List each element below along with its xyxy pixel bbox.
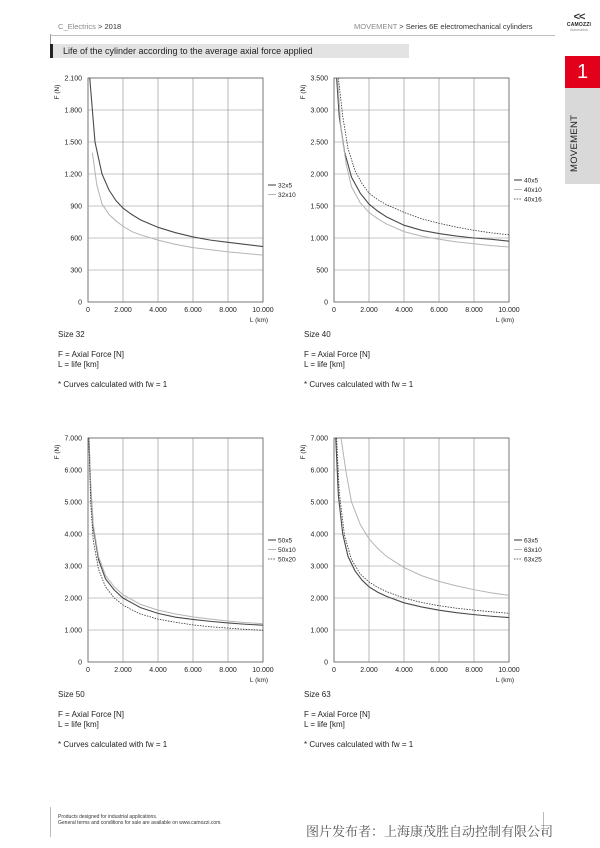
x-tick-label: 0	[332, 667, 336, 674]
x-tick-label: 4.000	[395, 307, 413, 314]
x-tick-label: 2.000	[360, 667, 378, 674]
chart-svg	[296, 430, 556, 684]
x-tick-label: 6.000	[430, 667, 448, 674]
x-tick-label: 0	[332, 307, 336, 314]
footer-line-2: General terms and conditions for sale are available on www.camozzi.com.	[58, 820, 222, 826]
caption-force-def: F = Axial Force [N]	[58, 710, 125, 719]
x-axis-label: L (km)	[249, 677, 269, 684]
x-axis-label: L (km)	[249, 317, 269, 324]
section-name: MOVEMENT	[354, 22, 398, 31]
x-axis-label: L (km)	[495, 677, 515, 684]
y-tick-label: 4.000	[310, 531, 328, 539]
y-tick-label: 0	[78, 659, 82, 667]
chart-svg	[50, 430, 310, 684]
caption-size-32	[58, 330, 167, 390]
y-tick-label: 7.000	[310, 435, 328, 443]
caption-size: Size 63	[304, 690, 331, 699]
breadcrumb-separator: >	[98, 22, 103, 31]
y-tick-label: 3.000	[310, 563, 328, 571]
y-axis-label: F (N)	[54, 444, 61, 460]
y-tick-label: 0	[78, 299, 82, 307]
y-tick-label: 0	[324, 659, 328, 667]
x-tick-label: 6.000	[184, 307, 202, 314]
x-tick-label: 0	[86, 667, 90, 674]
y-tick-label: 6.000	[64, 467, 82, 475]
legend-label: 40x5	[524, 177, 539, 185]
y-tick-label: 900	[70, 203, 82, 211]
y-tick-label: 3.000	[310, 107, 328, 115]
legend-label: 32x5	[278, 182, 293, 190]
legend-label: 50x20	[278, 556, 296, 564]
x-tick-label: 4.000	[395, 667, 413, 674]
x-tick-label: 6.000	[430, 307, 448, 314]
legend-label: 50x5	[278, 537, 293, 545]
caption-size-50	[58, 690, 167, 750]
y-axis-label: F (N)	[300, 444, 307, 460]
series-separator: >	[399, 22, 404, 31]
plot-frame	[88, 438, 263, 662]
y-axis-label: F (N)	[300, 84, 307, 100]
y-tick-label: 3.000	[64, 563, 82, 571]
x-tick-label: 4.000	[149, 307, 167, 314]
catalog-breadcrumb	[58, 22, 121, 31]
y-tick-label: 2.000	[64, 595, 82, 603]
y-tick-label: 2.000	[310, 171, 328, 179]
x-tick-label: 4.000	[149, 667, 167, 674]
plot-frame	[88, 78, 263, 302]
chart-size-63	[296, 430, 556, 684]
y-tick-label: 4.000	[64, 531, 82, 539]
logo-tagline: Automation	[570, 28, 588, 32]
caption-size: Size 32	[58, 330, 85, 339]
side-tab-number: 1	[565, 56, 600, 88]
y-tick-label: 1.000	[310, 235, 328, 243]
caption-size: Size 40	[304, 330, 331, 339]
y-tick-label: 2.000	[310, 595, 328, 603]
x-tick-label: 2.000	[114, 667, 132, 674]
caption-force-def: F = Axial Force [N]	[304, 350, 371, 359]
caption-note: * Curves calculated with fw = 1	[304, 380, 414, 389]
caption-size-40	[304, 330, 413, 390]
footer-divider	[50, 807, 51, 837]
caption-force-def: F = Axial Force [N]	[58, 350, 125, 359]
y-tick-label: 5.000	[310, 499, 328, 507]
logo-name: CAMOZZI	[566, 22, 592, 28]
x-tick-label: 6.000	[184, 667, 202, 674]
y-tick-label: 1.500	[310, 203, 328, 211]
y-tick-label: 1.500	[64, 139, 82, 147]
x-axis-label: L (km)	[495, 317, 515, 324]
caption-life-def: L = life [km]	[58, 360, 99, 369]
y-tick-label: 0	[324, 299, 328, 307]
plot-frame	[334, 78, 509, 302]
x-tick-label: 10.000	[252, 307, 274, 314]
y-tick-label: 2.500	[310, 139, 328, 147]
x-tick-label: 10.000	[498, 307, 520, 314]
catalog-name: C_Electrics	[58, 22, 96, 31]
legend-label: 40x10	[524, 186, 542, 194]
x-tick-label: 10.000	[498, 667, 520, 674]
side-tab	[565, 56, 600, 184]
y-tick-label: 2.100	[64, 75, 82, 83]
x-tick-label: 8.000	[219, 667, 237, 674]
catalog-year: 2018	[104, 22, 122, 31]
y-tick-label: 5.000	[64, 499, 82, 507]
x-tick-label: 8.000	[465, 307, 483, 314]
y-tick-label: 300	[70, 267, 82, 275]
x-tick-label: 8.000	[219, 307, 237, 314]
caption-note: * Curves calculated with fw = 1	[304, 740, 414, 749]
x-tick-label: 8.000	[465, 667, 483, 674]
y-tick-label: 7.000	[64, 435, 82, 443]
footer-text	[58, 814, 222, 826]
legend-label: 32x10	[278, 191, 296, 199]
section-title: Life of the cylinder according to the average axial force applied	[50, 44, 409, 58]
y-tick-label: 1.000	[310, 627, 328, 635]
y-tick-label: 600	[70, 235, 82, 243]
caption-note: * Curves calculated with fw = 1	[58, 740, 168, 749]
header-rule	[50, 35, 555, 36]
publisher-watermark: 图片发布者：上海康茂胜自动控制有限公司	[306, 825, 554, 840]
caption-force-def: F = Axial Force [N]	[304, 710, 371, 719]
x-tick-label: 0	[86, 307, 90, 314]
x-tick-label: 2.000	[360, 307, 378, 314]
y-tick-label: 3.500	[310, 75, 328, 83]
caption-size: Size 50	[58, 690, 85, 699]
y-tick-label: 6.000	[310, 467, 328, 475]
caption-life-def: L = life [km]	[304, 720, 345, 729]
plot-frame	[334, 438, 509, 662]
logo-mark-icon: <<	[573, 11, 585, 23]
caption-size-63	[304, 690, 413, 750]
footer-line-1: Products designed for industrial applications.	[58, 814, 158, 820]
legend-label: 63x25	[524, 556, 542, 564]
chart-svg	[50, 70, 310, 324]
legend-label: 50x10	[278, 546, 296, 554]
y-axis-label: F (N)	[54, 84, 61, 100]
legend-label: 63x5	[524, 537, 539, 545]
camozzi-logo	[562, 12, 596, 32]
chart-svg	[296, 70, 556, 324]
legend-label: 63x10	[524, 546, 542, 554]
x-tick-label: 2.000	[114, 307, 132, 314]
series-breadcrumb	[354, 22, 533, 31]
caption-note: * Curves calculated with fw = 1	[58, 380, 168, 389]
side-tab-label: MOVEMENT	[569, 114, 580, 172]
chart-size-32	[50, 70, 310, 324]
caption-life-def: L = life [km]	[58, 720, 99, 729]
series-name: Series 6E electromechanical cylinders	[405, 22, 533, 31]
legend-label: 40x16	[524, 196, 542, 204]
x-tick-label: 10.000	[252, 667, 274, 674]
caption-life-def: L = life [km]	[304, 360, 345, 369]
y-tick-label: 1.800	[64, 107, 82, 115]
chart-size-40	[296, 70, 556, 324]
y-tick-label: 1.000	[64, 627, 82, 635]
y-tick-label: 500	[316, 267, 328, 275]
chart-size-50	[50, 430, 310, 684]
y-tick-label: 1.200	[64, 171, 82, 179]
